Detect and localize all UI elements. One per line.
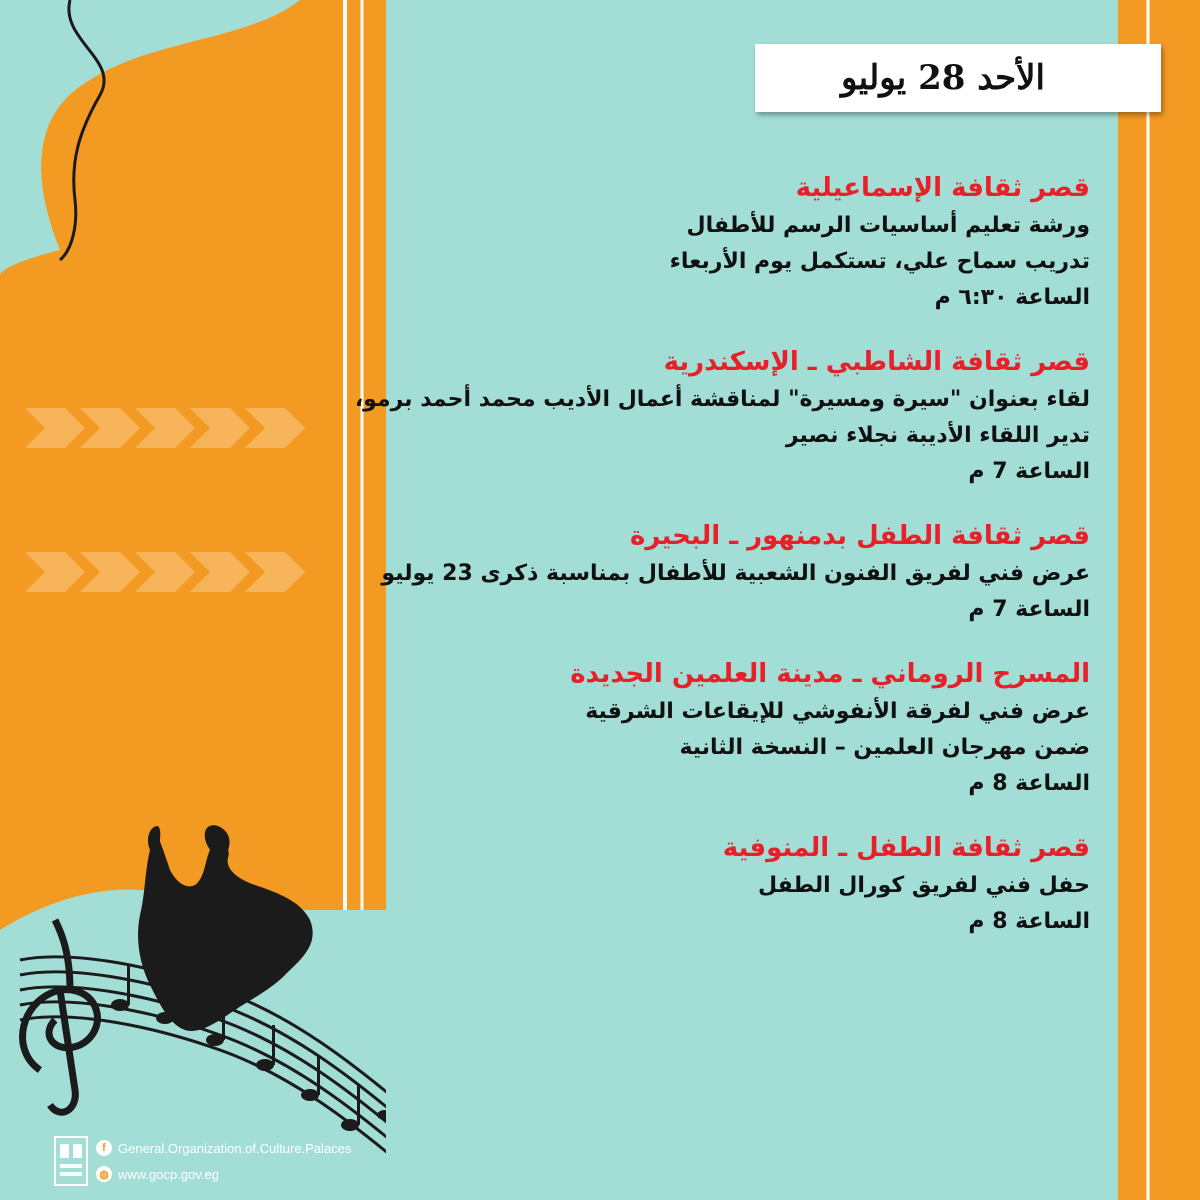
teal-wave-shape <box>0 0 300 275</box>
footer <box>54 1136 414 1192</box>
event-line: عرض فني لفريق الفنون الشعبية للأطفال بمناسبة ذكرى 23 يوليو <box>381 561 1090 586</box>
event-item <box>390 828 1090 940</box>
event-line: تدير اللقاء الأديبة نجلاء نصير <box>785 423 1090 448</box>
globe-icon: ◍ <box>96 1166 112 1182</box>
chevron-arrows-lower <box>25 552 305 592</box>
event-time: الساعة 8 م <box>968 909 1090 934</box>
website-text: www.gocp.gov.eg <box>118 1166 219 1182</box>
facebook-icon: f <box>96 1140 112 1156</box>
event-title: قصر ثقافة الطفل ـ المنوفية <box>722 833 1090 863</box>
facebook-link[interactable] <box>96 1140 351 1156</box>
event-line: ضمن مهرجان العلمين – النسخة الثانية <box>679 735 1090 760</box>
event-line: لقاء بعنوان "سيرة ومسيرة" لمناقشة أعمال الأديب محمد أحمد برمو، <box>354 387 1090 412</box>
event-line: ورشة تعليم أساسيات الرسم للأطفال <box>686 213 1090 238</box>
event-item <box>354 342 1090 490</box>
date-title: الأحد 28 يوليو <box>841 58 1045 98</box>
event-time: الساعة 7 م <box>968 459 1090 484</box>
events-list <box>354 168 1090 966</box>
event-time: الساعة ٦:٣٠ م <box>934 285 1090 310</box>
event-time: الساعة 7 م <box>968 597 1090 622</box>
event-item <box>381 516 1090 628</box>
chevron-arrows-upper <box>25 408 305 448</box>
facebook-text: General.Organization.of.Culture.Palaces <box>118 1140 352 1156</box>
event-line: عرض فني لفرقة الأنفوشي للإيقاعات الشرقية <box>585 699 1090 724</box>
website-link[interactable] <box>96 1166 219 1182</box>
event-title: قصر ثقافة الإسماعيلية <box>795 173 1090 203</box>
event-line: تدريب سماح علي، تستكمل يوم الأربعاء <box>669 249 1090 274</box>
event-line: حفل فني لفريق كورال الطفل <box>757 873 1090 898</box>
event-time: الساعة 8 م <box>968 771 1090 796</box>
event-item <box>390 168 1090 316</box>
event-item <box>390 654 1090 802</box>
gocp-logo-icon <box>54 1136 88 1186</box>
date-banner <box>755 44 1161 112</box>
event-title: المسرح الروماني ـ مدينة العلمين الجديدة <box>570 659 1090 689</box>
event-title: قصر ثقافة الشاطبي ـ الإسكندرية <box>663 347 1090 377</box>
event-title: قصر ثقافة الطفل بدمنهور ـ البحيرة <box>629 521 1090 551</box>
